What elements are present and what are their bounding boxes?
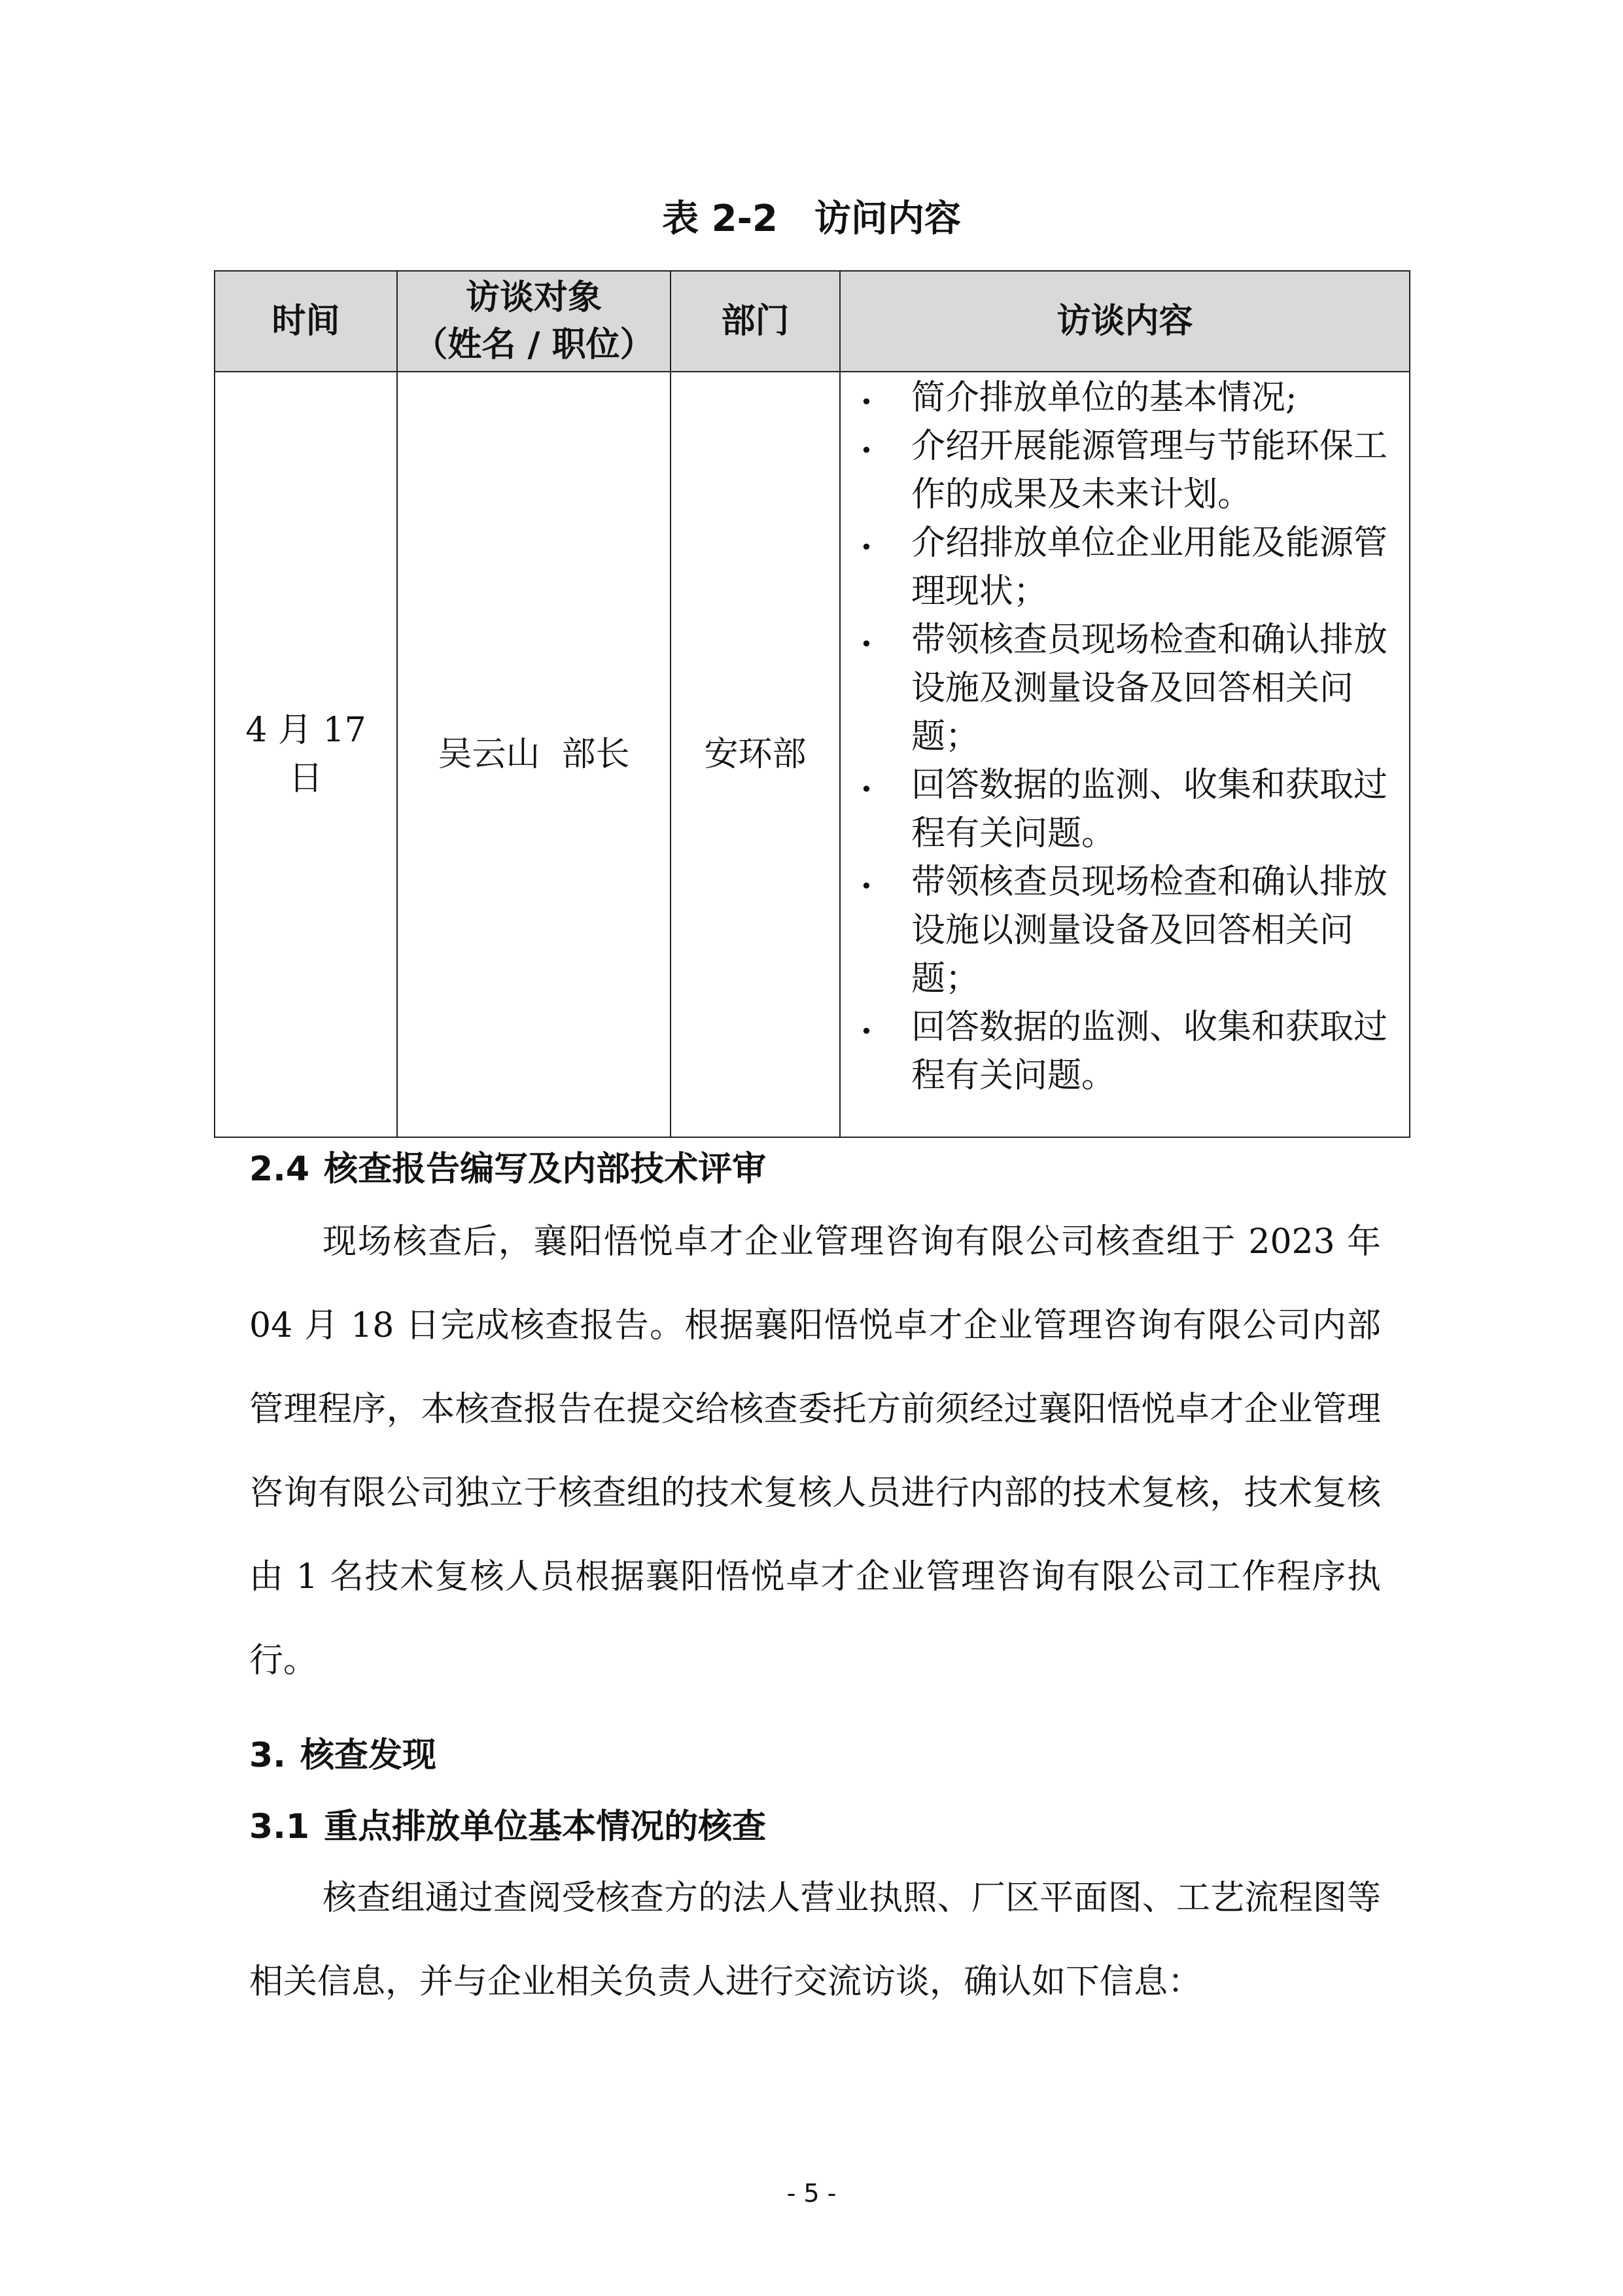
list-item: • 回答数据的监测、收集和获取过程有关问题。 <box>854 761 1401 858</box>
cell-time <box>215 372 397 1137</box>
cell-time-text: 4 月 17 日 <box>245 711 366 798</box>
list-item: • 带领核查员现场检查和确认排放设施及测量设备及回答相关问题； <box>854 616 1401 761</box>
page-number: - 5 - <box>786 2179 837 2208</box>
list-item: • 回答数据的监测、收集和获取过程有关问题。 <box>854 1003 1401 1100</box>
list-item: • 简介排放单位的基本情况; <box>854 374 1401 422</box>
section-2-4-title: 核查报告编写及内部技术评审 <box>324 1150 767 1189</box>
header-interviewee-line1: 访谈对象 <box>465 278 602 317</box>
section-3-heading <box>249 1729 436 1782</box>
table-caption-title: 访问内容 <box>814 198 961 240</box>
table-caption-number: 表 2-2 <box>662 198 778 240</box>
header-time: 时间 <box>215 271 397 372</box>
list-item: • 介绍开展能源管理与节能环保工作的成果及未来计划。 <box>854 422 1401 519</box>
section-3-1-heading <box>249 1801 766 1853</box>
header-interviewee <box>397 271 671 372</box>
cell-department: 安环部 <box>671 372 840 1137</box>
table-row <box>215 372 1410 1137</box>
section-2-4-heading <box>249 1143 766 1195</box>
interview-items-list <box>854 374 1401 1100</box>
cell-content <box>840 372 1410 1137</box>
section-3-1-paragraph: 核查组通过查阅受核查方的法人营业执照、厂区平面图、工艺流程图等相关信息，并与企业相关负责人进行交流访谈，确认如下信息： <box>249 1879 1381 2002</box>
table-caption <box>0 193 1623 245</box>
list-item: • 带领核查员现场检查和确认排放设施以测量设备及回答相关问题； <box>854 858 1401 1003</box>
header-department: 部门 <box>671 271 840 372</box>
section-3-1-number: 3.1 <box>249 1807 310 1846</box>
header-interviewee-line2: （姓名 / 职位） <box>413 325 654 364</box>
list-item: • 介绍排放单位企业用能及能源管理现状； <box>854 519 1401 616</box>
table-header-row <box>215 271 1410 372</box>
section-3-1-title: 重点排放单位基本情况的核查 <box>324 1807 767 1846</box>
cell-interviewee: 吴云山 部长 <box>397 372 671 1137</box>
interview-table <box>214 270 1410 1138</box>
section-2-4-number: 2.4 <box>249 1150 310 1189</box>
header-content: 访谈内容 <box>840 271 1410 372</box>
section-3-title: 核查发现 <box>300 1736 436 1775</box>
section-2-4-paragraph: 现场核查后，襄阳悟悦卓才企业管理咨询有限公司核查组于 2023 年 04 月 18 日完成核查报告。根据襄阳悟悦卓才企业管理咨询有限公司内部管理程序，本核查报告在提交给核查委托方前须经过襄阳悟悦卓才企业管理咨询有限公司独立于核查组的技术复核人员进行内部的技术复核，技术复核由 1 名技术复核人员根据襄阳悟悦卓才企业管理咨询有限公司工作程序执行。 <box>249 1222 1381 1680</box>
section-3-number: 3. <box>249 1736 286 1775</box>
